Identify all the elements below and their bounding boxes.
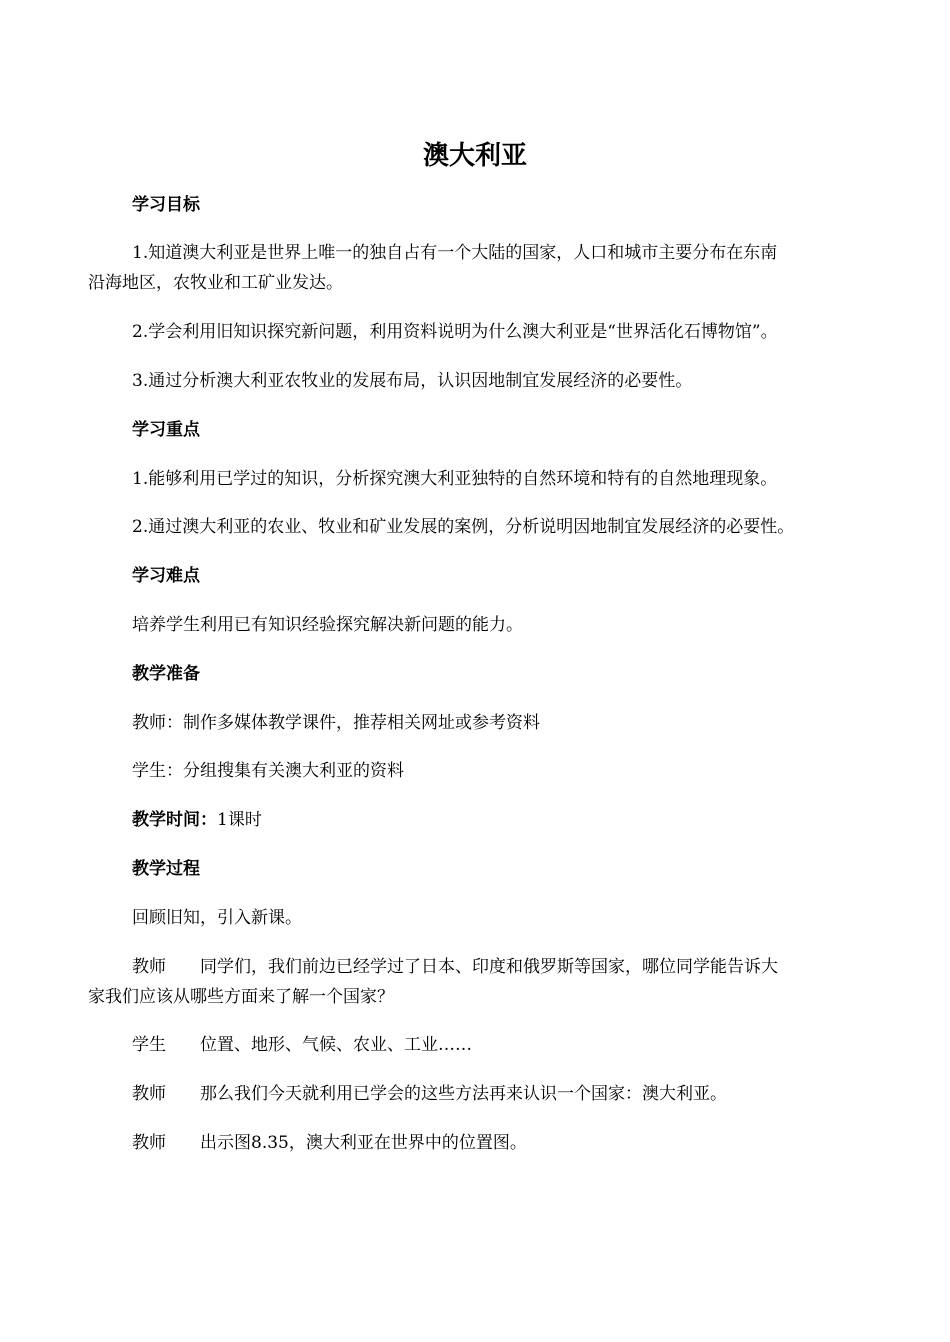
objectives-heading: 学习目标 — [132, 195, 200, 215]
difficulty-1: 培养学生利用已有知识经验探究解决新问题的能力。 — [132, 615, 523, 635]
key-points-heading: 学习重点 — [132, 420, 200, 440]
document-title: 澳大利亚 — [422, 141, 527, 171]
dialogue-speaker: 教师 — [132, 1133, 166, 1153]
teaching-time-label: 教学时间： — [132, 810, 217, 830]
objective-1-line-2: 沿海地区，农牧业和工矿业发达。 — [88, 273, 343, 293]
preparation-student: 学生：分组搜集有关澳大利亚的资料 — [132, 761, 404, 781]
dialogue-1-line-2: 家我们应该从哪些方面来了解一个国家？ — [88, 987, 394, 1007]
difficulties-heading: 学习难点 — [132, 566, 200, 586]
key-point-1: 1.能够利用已学过的知识，分析探究澳大利亚独特的自然环境和特有的自然地理现象。 — [132, 469, 778, 489]
teaching-time — [88, 808, 912, 832]
objective-2: 2.学会利用旧知识探究新问题，利用资料说明为什么澳大利亚是“世界活化石博物馆”。 — [132, 322, 778, 342]
dialogue-text: 出示图8.35，澳大利亚在世界中的位置图。 — [200, 1133, 527, 1153]
process-heading: 教学过程 — [132, 859, 200, 879]
process-intro: 回顾旧知，引入新课。 — [132, 908, 302, 928]
dialogue-text: 同学们，我们前边已经学过了日本、印度和俄罗斯等国家，哪位同学能告诉大 — [200, 957, 778, 977]
dialogue-4 — [88, 1131, 912, 1155]
preparation-teacher: 教师：制作多媒体教学课件，推荐相关网址或参考资料 — [132, 713, 540, 733]
dialogue-1-line-1 — [88, 955, 912, 979]
key-point-2: 2.通过澳大利亚的农业、牧业和矿业发展的案例，分析说明因地制宜发展经济的必要性。 — [132, 517, 795, 537]
teaching-time-value: 1课时 — [217, 810, 262, 830]
dialogue-text: 位置、地形、气候、农业、工业…… — [200, 1035, 472, 1055]
objective-1-line-1: 1.知道澳大利亚是世界上唯一的独自占有一个大陆的国家，人口和城市主要分布在东南 — [132, 243, 778, 263]
preparation-heading: 教学准备 — [132, 664, 200, 684]
objective-3: 3.通过分析澳大利亚农牧业的发展布局，认识因地制宜发展经济的必要性。 — [132, 371, 693, 391]
dialogue-speaker: 教师 — [132, 957, 166, 977]
dialogue-3 — [88, 1082, 912, 1106]
dialogue-speaker: 学生 — [132, 1035, 166, 1055]
dialogue-speaker: 教师 — [132, 1084, 166, 1104]
dialogue-text: 那么我们今天就利用已学会的这些方法再来认识一个国家：澳大利亚。 — [200, 1084, 727, 1104]
dialogue-2 — [88, 1033, 912, 1057]
